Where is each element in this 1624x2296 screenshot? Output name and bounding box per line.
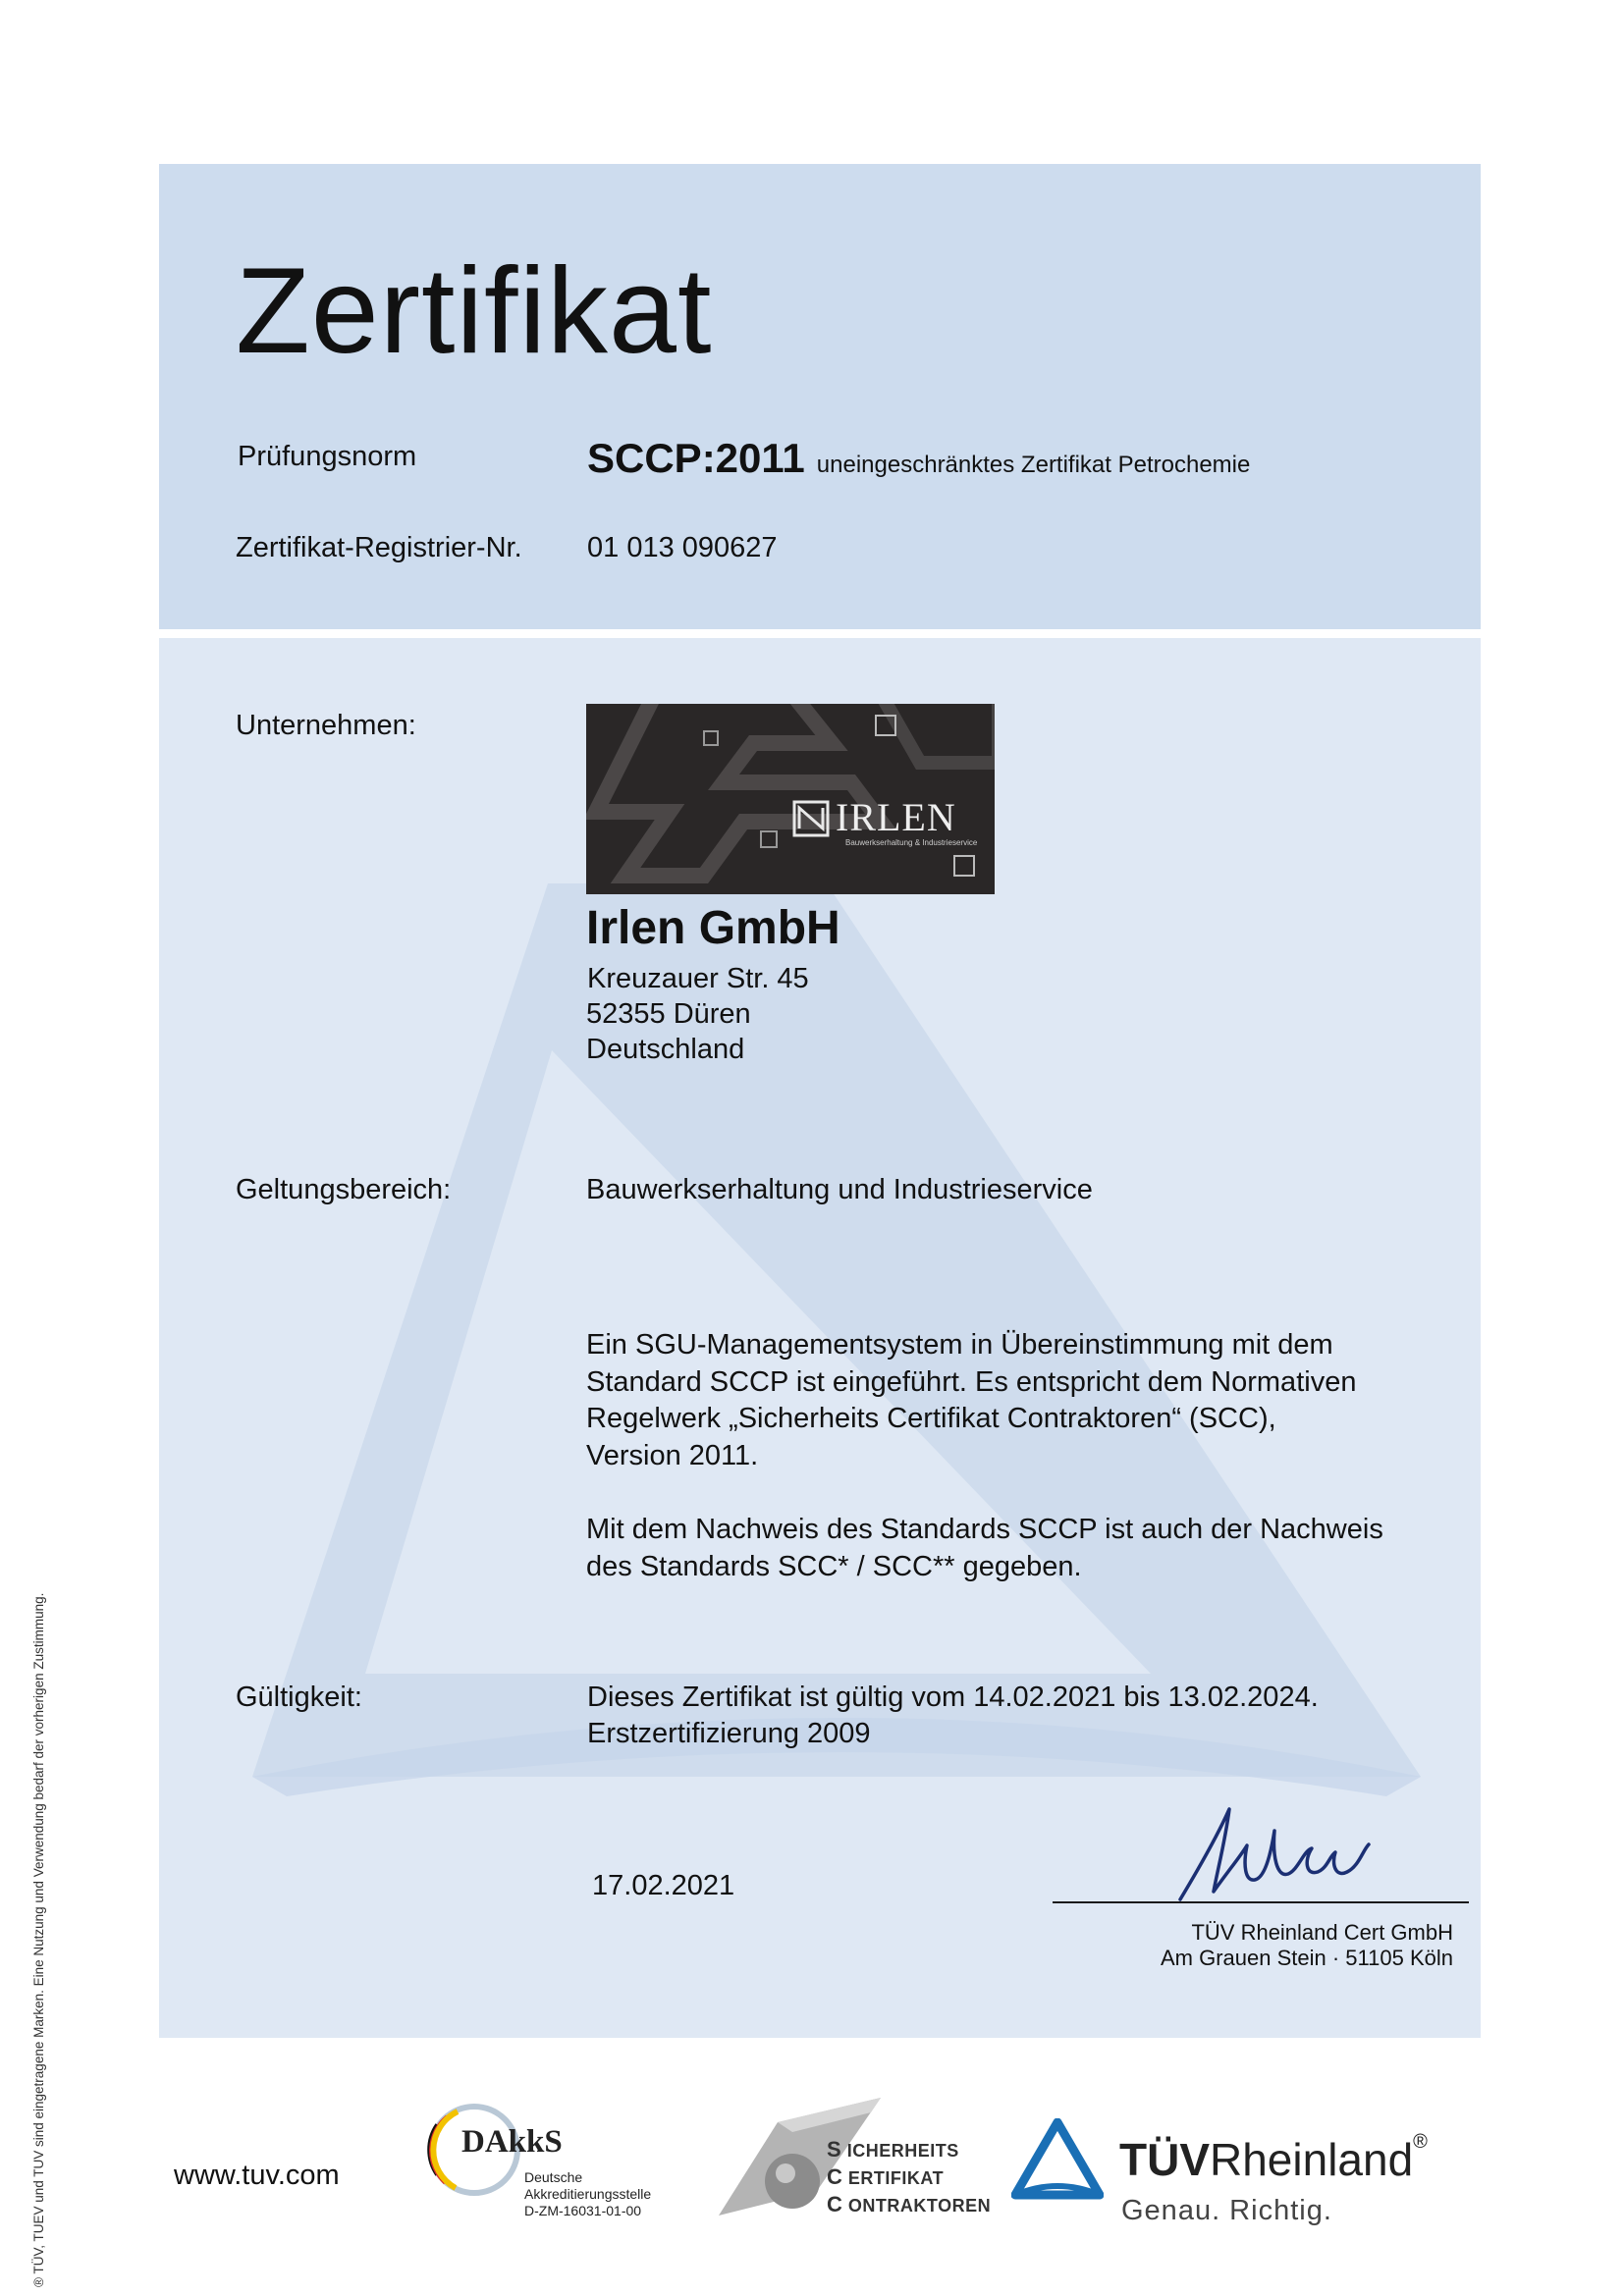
statement-paragraph-2 <box>586 1512 1383 1585</box>
company-city: 52355 Düren <box>586 998 751 1030</box>
scc-line-2: C ERTIFIKAT <box>827 2164 945 2189</box>
logo-tagline: Bauwerkserhaltung & Industrieservice <box>845 838 978 847</box>
tuv-slogan: Genau. Richtig. <box>1121 2195 1332 2226</box>
statement-line: Regelwerk „Sicherheits Certifikat Contraktoren“ (SCC), <box>586 1403 1276 1434</box>
company-label: Unternehmen: <box>236 710 416 741</box>
issue-date: 17.02.2021 <box>592 1870 735 1901</box>
scc-line-1: S ICHERHEITS <box>827 2137 959 2162</box>
standard-note: uneingeschränktes Zertifikat Petrochemie <box>816 452 1251 478</box>
statement-paragraph-1 <box>586 1327 1356 1474</box>
scc-line-3: C ONTRAKTOREN <box>827 2192 992 2216</box>
statement-line: des Standards SCC* / SCC** gegeben. <box>586 1550 1082 1582</box>
irlen-logo <box>586 704 995 894</box>
standard-code: SCCP:2011 <box>587 435 805 481</box>
validity-period: Dieses Zertifikat ist gültig vom 14.02.2021 bis 13.02.2024. <box>587 1682 1319 1713</box>
first-certification: Erstzertifizierung 2009 <box>587 1718 871 1749</box>
signature-mark <box>1168 1801 1375 1904</box>
tuv-triangle-logo-icon <box>1011 2118 1104 2201</box>
statement-line: Ein SGU-Managementsystem in Übereinstimmung mit dem <box>586 1329 1333 1361</box>
trademark-note: ® TÜV, TUEV und TUV sind eingetragene Marken. Eine Nutzung und Verwendung bedarf der vorherigen Zustimmung. <box>31 1592 46 2287</box>
company-name: Irlen GmbH <box>586 902 840 954</box>
dakks-line-3: D-ZM-16031-01-00 <box>524 2203 642 2218</box>
company-country: Deutschland <box>586 1034 745 1065</box>
logo-wordmark: IRLEN <box>836 795 956 839</box>
issuer-address: Am Grauen Stein · 51105 Köln <box>1161 1946 1453 1970</box>
statement-line: Version 2011. <box>586 1439 759 1471</box>
issuer-name: TÜV Rheinland Cert GmbH <box>1191 1920 1453 1945</box>
scope-label: Geltungsbereich: <box>236 1174 452 1205</box>
scope-value: Bauwerkserhaltung und Industrieservice <box>586 1174 1093 1205</box>
standard-value <box>587 434 1250 483</box>
certificate-title: Zertifikat <box>236 243 713 379</box>
registration-number: 01 013 090627 <box>587 532 778 563</box>
company-street: Kreuzauer Str. 45 <box>587 963 809 994</box>
statement-line: Mit dem Nachweis des Standards SCCP ist auch der Nachweis <box>586 1514 1383 1545</box>
standard-label: Prüfungsnorm <box>238 441 417 472</box>
dakks-line-2: Akkreditierungsstelle <box>524 2186 652 2202</box>
validity-label: Gültigkeit: <box>236 1682 362 1713</box>
dakks-name: DAkkS <box>461 2124 563 2160</box>
registration-label: Zertifikat-Registrier-Nr. <box>236 532 522 563</box>
tuv-website-link[interactable]: www.tuv.com <box>174 2160 340 2191</box>
statement-line: Standard SCCP ist eingeführt. Es entspricht dem Normativen <box>586 1365 1357 1398</box>
tuv-rheinland-wordmark: TÜVRheinland® <box>1119 2131 1428 2185</box>
signature-line <box>1053 1901 1469 1903</box>
dakks-line-1: Deutsche <box>524 2169 583 2185</box>
